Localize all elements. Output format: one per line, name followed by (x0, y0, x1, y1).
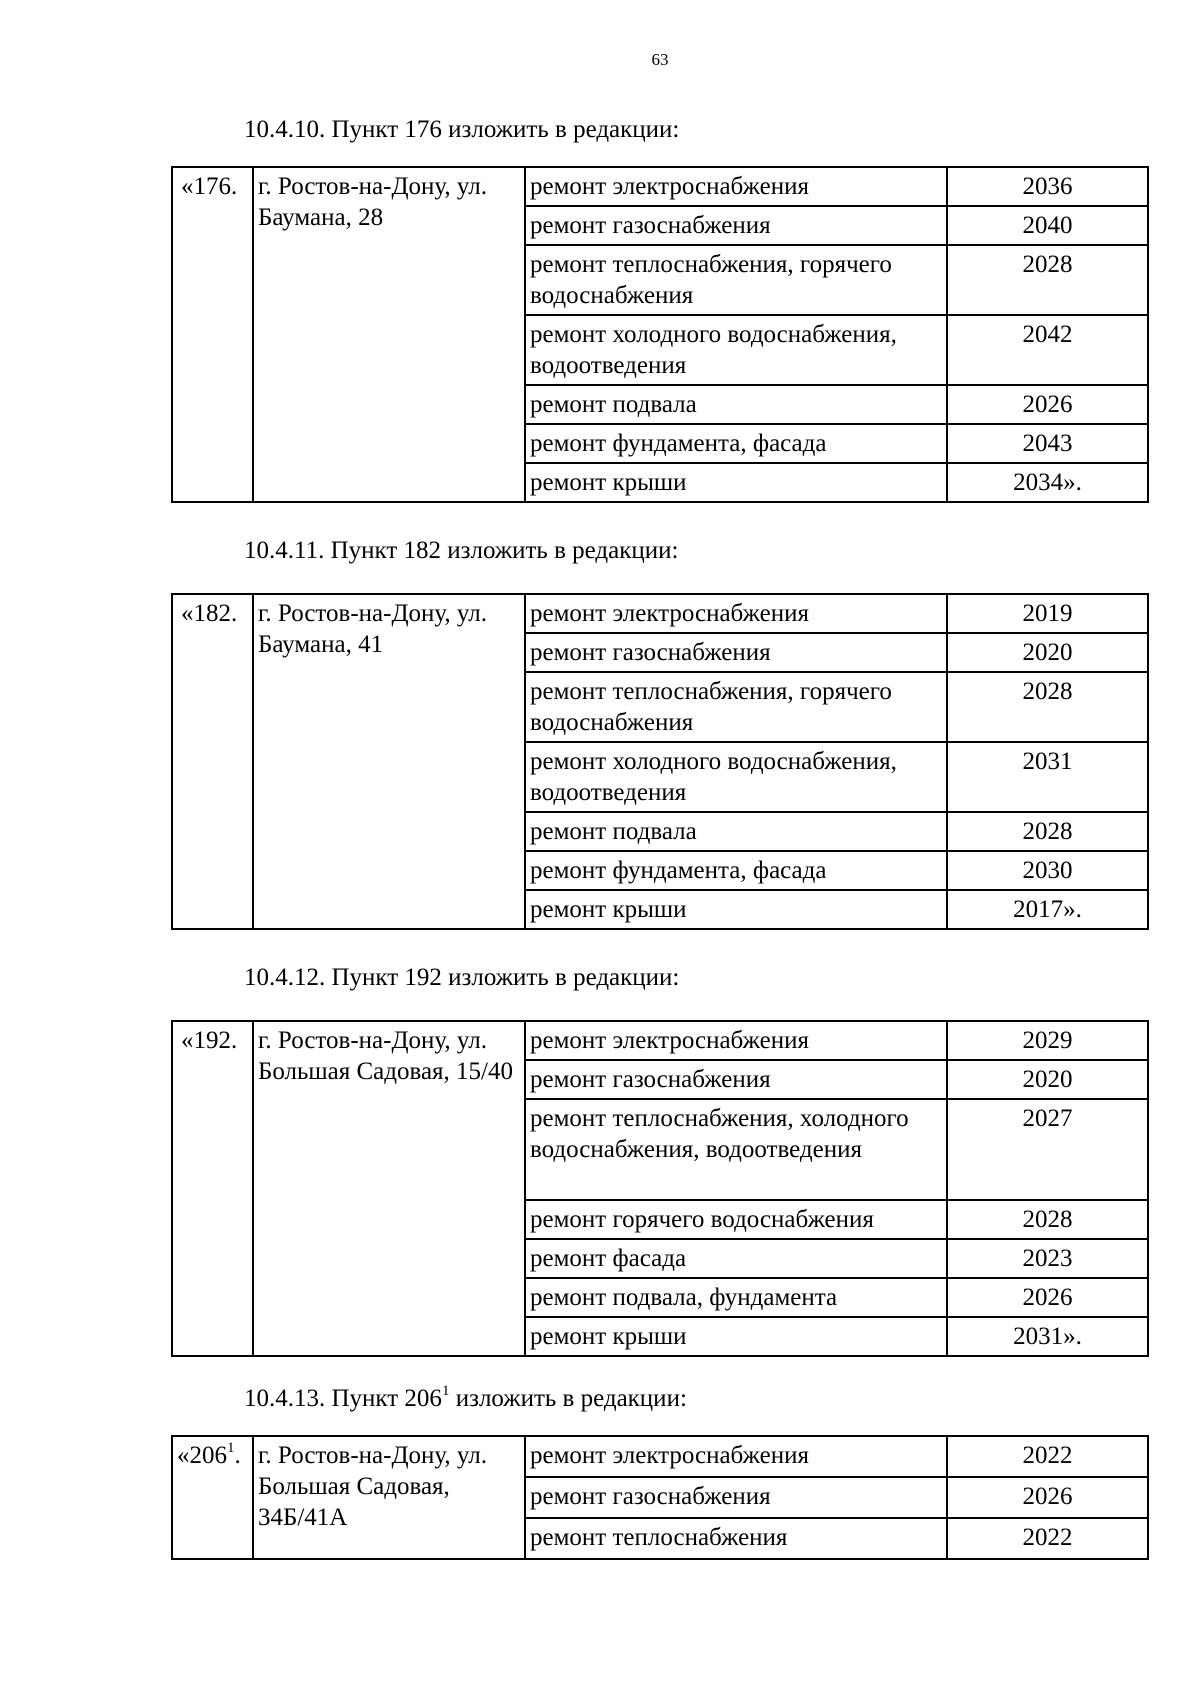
work-year: 2020 (947, 633, 1148, 672)
work-type: ремонт крыши (525, 463, 947, 502)
work-year: 2036 (947, 167, 1148, 206)
work-year: 2043 (947, 424, 1148, 463)
section-heading (244, 1383, 687, 1415)
work-type: ремонт подвала, фундамента (525, 1278, 947, 1317)
work-year: 2023 (947, 1239, 1148, 1278)
schedule-table (171, 593, 1149, 930)
section-heading: 10.4.12. Пункт 192 изложить в редакции: (244, 964, 680, 991)
work-year: 2028 (947, 1200, 1148, 1239)
item-number: «192. (172, 1021, 253, 1356)
work-type: ремонт теплоснабжения, холодного водоснабжения, водоотведения (525, 1099, 947, 1200)
work-year: 2027 (947, 1099, 1148, 1200)
work-type: ремонт подвала (525, 385, 947, 424)
work-type: ремонт холодного водоснабжения, водоотведения (525, 315, 947, 385)
work-type: ремонт горячего водоснабжения (525, 1200, 947, 1239)
heading-prefix: 10.4.13. Пункт 206 (244, 1385, 442, 1412)
work-year: 2040 (947, 206, 1148, 245)
section-heading: 10.4.11. Пункт 182 изложить в редакции: (244, 537, 679, 564)
item-number (172, 1436, 253, 1559)
work-year: 2034». (947, 463, 1148, 502)
work-type: ремонт газоснабжения (525, 206, 947, 245)
work-type: ремонт газоснабжения (525, 1060, 947, 1099)
item-number-superscript: 1 (227, 1439, 235, 1456)
work-type: ремонт электроснабжения (525, 1436, 947, 1477)
work-type: ремонт фундамента, фасада (525, 851, 947, 890)
work-type: ремонт фасада (525, 1239, 947, 1278)
work-year: 2031 (947, 742, 1148, 812)
item-number: «176. (172, 167, 253, 502)
work-year: 2026 (947, 1278, 1148, 1317)
work-year: 2026 (947, 385, 1148, 424)
work-year: 2028 (947, 245, 1148, 315)
item-address: г. Ростов-на-Дону, ул. Баумана, 41 (253, 594, 525, 929)
work-year: 2019 (947, 594, 1148, 633)
heading-suffix: изложить в редакции: (449, 1385, 687, 1412)
schedule-table (171, 166, 1149, 503)
work-year: 2017». (947, 890, 1148, 929)
work-type: ремонт электроснабжения (525, 1021, 947, 1060)
item-number: «182. (172, 594, 253, 929)
work-year: 2020 (947, 1060, 1148, 1099)
item-address: г. Ростов-на-Дону, ул. Баумана, 28 (253, 167, 525, 502)
item-address: г. Ростов-на-Дону, ул. Большая Садовая, 34Б/41А (253, 1436, 525, 1559)
item-number-main: «206 (177, 1442, 227, 1469)
work-year: 2030 (947, 851, 1148, 890)
work-type: ремонт газоснабжения (525, 633, 947, 672)
work-type: ремонт крыши (525, 890, 947, 929)
work-year: 2042 (947, 315, 1148, 385)
work-year: 2026 (947, 1477, 1148, 1518)
work-type: ремонт крыши (525, 1317, 947, 1356)
work-type: ремонт холодного водоснабжения, водоотведения (525, 742, 947, 812)
schedule-table (171, 1435, 1149, 1560)
work-type: ремонт электроснабжения (525, 167, 947, 206)
work-year: 2028 (947, 812, 1148, 851)
item-number-end: . (234, 1442, 241, 1469)
work-year: 2022 (947, 1436, 1148, 1477)
work-type: ремонт газоснабжения (525, 1477, 947, 1518)
section-heading: 10.4.10. Пункт 176 изложить в редакции: (244, 116, 680, 143)
work-type: ремонт теплоснабжения (525, 1518, 947, 1559)
work-year: 2031». (947, 1317, 1148, 1356)
work-type: ремонт подвала (525, 812, 947, 851)
work-type: ремонт теплоснабжения, горячего водоснабжения (525, 672, 947, 742)
work-type: ремонт фундамента, фасада (525, 424, 947, 463)
work-type: ремонт электроснабжения (525, 594, 947, 633)
page-number: 63 (651, 50, 669, 69)
item-address: г. Ростов-на-Дону, ул. Большая Садовая, 15/40 (253, 1021, 525, 1356)
work-year: 2029 (947, 1021, 1148, 1060)
schedule-table (171, 1020, 1149, 1357)
work-year: 2028 (947, 672, 1148, 742)
work-year: 2022 (947, 1518, 1148, 1559)
heading-superscript: 1 (441, 1382, 450, 1399)
work-type: ремонт теплоснабжения, горячего водоснабжения (525, 245, 947, 315)
